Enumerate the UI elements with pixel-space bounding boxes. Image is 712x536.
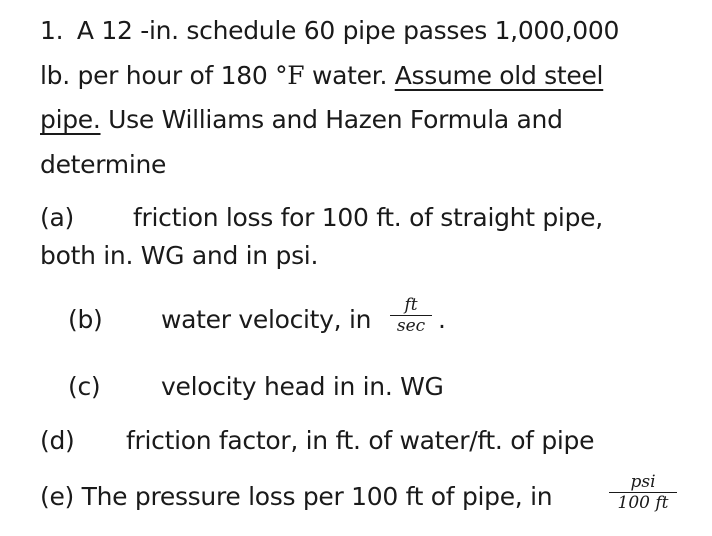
fraction-denominator: 100 ft [617, 493, 669, 513]
item-b-text: water velocity, in [161, 305, 372, 334]
item-a-label: (a) [40, 203, 74, 232]
item-d-label: (d) [40, 426, 75, 455]
assumption-underlined: Assume old steel [394, 61, 604, 90]
item-b-label: (b) [68, 305, 103, 334]
velocity-unit-fraction [390, 295, 432, 336]
problem-line-4 [40, 150, 166, 179]
problem-text-3: Use Williams and Hazen Formula and [100, 105, 563, 134]
pressure-unit-fraction [609, 472, 677, 513]
pipe-underlined: pipe. [40, 105, 101, 134]
item-a-line-1 [40, 203, 74, 232]
fraction-numerator: psi [630, 472, 656, 492]
item-a-text: friction loss for 100 ft. of straight pipe, [133, 203, 603, 232]
problem-text-2b: water. [304, 61, 395, 90]
problem-text-1: A 12 -in. schedule 60 pipe passes 1,000,000 [76, 16, 620, 45]
item-a-text-1 [133, 203, 603, 232]
problem-line-3 [40, 105, 563, 134]
item-d-text: friction factor, in ft. of water/ft. of pipe [126, 426, 595, 455]
item-c-label: (c) [68, 372, 101, 401]
problem-line-1 [40, 16, 619, 45]
item-a-text-2: both in. WG and in psi. [40, 241, 319, 270]
item-c-text: velocity head in in. WG [161, 372, 444, 401]
problem-number: 1. [40, 16, 64, 45]
problem-text-4: determine [40, 150, 167, 179]
item-a-line-2 [40, 241, 318, 270]
fraction-numerator: ft [404, 295, 418, 315]
problem-text-2a: lb. per hour of 180 [40, 61, 276, 90]
degree-unit: °F [275, 61, 305, 90]
item-b-period: . [438, 305, 446, 334]
fraction-denominator: sec [396, 316, 426, 336]
problem-line-2 [40, 61, 603, 90]
item-e-text: (e) The pressure loss per 100 ft of pipe, in [40, 482, 553, 511]
